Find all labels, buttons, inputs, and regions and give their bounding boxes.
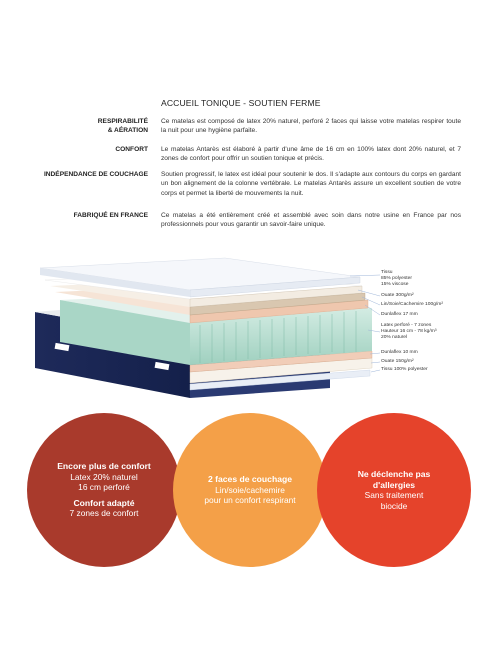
circle-line: 2 faces de couchage	[207, 474, 293, 485]
legend-ouate-150: Ouate 150g/m²	[381, 359, 414, 364]
feature-label: FABRIQUÉ EN FRANCE	[73, 212, 148, 219]
legend-lin-soie: Lin/Soie/Cachemire 100g/m²	[381, 302, 443, 307]
circle-comfort	[27, 413, 181, 567]
circle-line: d'allergies	[372, 479, 416, 490]
feature-text: Le matelas Antarès est élaboré à partir d'une âme de 16 cm en 100% latex dont 20% naturel, et 7 zones de confort pour offrir un soutien tonique et précis.	[161, 146, 461, 163]
legend-latex: Latex perforé - 7 zones Hauteur 16 cm - 78 kg/m³ 20% naturel	[381, 323, 437, 340]
feature-label: INDÉPENDANCE DE COUCHAGE	[43, 171, 148, 178]
feature-text: Ce matelas a été entièrement créé et assemblé avec soin dans notre usine en France par nos professionnels pour vous garantir un savoir-faire unique.	[161, 212, 461, 229]
circle-two-sides	[173, 413, 327, 567]
legend-dunlaflex-10: Dunlaflex 10 mm	[381, 350, 418, 355]
legend-ouate-300: Ouate 300g/m²	[381, 293, 414, 298]
circle-line: Ne déclenche pas	[357, 469, 431, 479]
circle-line: biocide	[380, 500, 408, 511]
page-title: ACCUEIL TONIQUE - SOUTIEN FERME	[161, 98, 321, 108]
circle-line: Lin/soie/cachemire	[215, 484, 285, 495]
legend-tissu-top: Tissu 85% polyester 15% viscose	[381, 270, 412, 287]
legend-dunlaflex-17: Dunlaflex 17 mm	[381, 312, 418, 317]
feature-label: RESPIRABILITÉ & AÉRATION	[97, 118, 148, 135]
circle-line: Confort adapté	[73, 497, 135, 508]
legend-tissu-bottom: Tissu 100% polyester	[381, 367, 428, 372]
circle-line: pour un confort respirant	[204, 495, 296, 506]
circle-line: Latex 20% naturel	[70, 471, 138, 482]
circle-line: Encore plus de confort	[57, 461, 151, 472]
feature-text: Soutien progressif, le latex est idéal pour soutenir le dos. Il s'adapte aux contours du corps en gardant un bon alignement de la colonne vertébrale. Le matelas Antarès assure un excellent soutien de votre corps et permet la liberté de mouvements la nuit.	[161, 171, 461, 197]
circle-line: 16 cm perforé	[78, 482, 130, 493]
feature-label: CONFORT	[115, 146, 148, 153]
circle-no-allergies	[317, 413, 471, 567]
circle-line: Sans traitement	[364, 490, 424, 500]
circle-line: 7 zones de confort	[69, 508, 139, 519]
feature-text: Ce matelas est composé de latex 20% naturel, perforé 2 faces qui laisse votre matelas respirer toute la nuit pour une hygiène parfaite.	[161, 118, 461, 135]
